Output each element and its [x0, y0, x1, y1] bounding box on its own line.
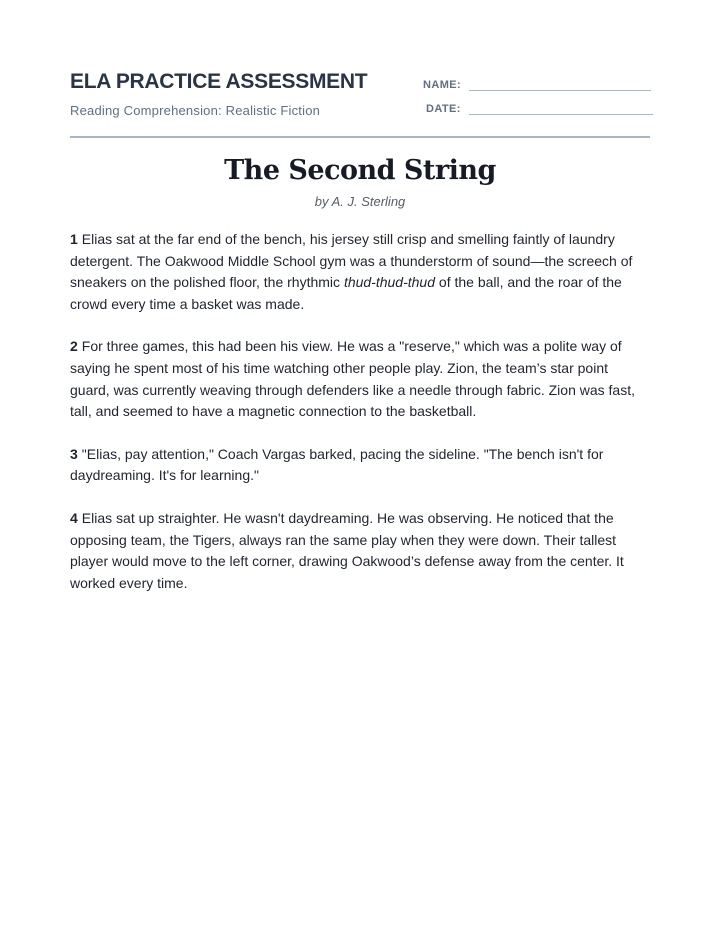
paragraph-emphasis: thud-thud-thud	[343, 274, 436, 291]
paragraph-text: "Elias, pay attention," Coach Vargas barked, pacing the sideline. "The bench isn't for daydreaming. It's for learning."	[70, 445, 604, 484]
story-byline: by A. J. Sterling	[314, 194, 406, 209]
paragraph-2	[70, 336, 650, 422]
paragraph-text: of the ball, and the roar of the crowd every time a basket was made.	[70, 274, 622, 312]
paragraph-text: Elias sat up straighter. He wasn't daydreaming. He was observing. He noticed that the opposing team, the Tigers, always ran the same play when they were down. Their tallest player would move to the left corner, drawing Oakwood’s defense away from the center. It worked every time.	[70, 509, 624, 591]
story-title: The Second String	[224, 155, 496, 186]
paragraph-3	[70, 444, 650, 487]
name-label: NAME:	[423, 79, 462, 91]
name-blank-line[interactable]	[469, 76, 651, 91]
paragraph-text: For three games, this had been his view. He was a "reserve," which was a polite way of saying he spent most of his time watching other people play. Zion, the team’s star point guard, was currently weaving through defenders like a needle through fabric. Zion was fast, tall, and seemed to have a magnetic connection to the basketball.	[70, 338, 635, 420]
assessment-title: ELA PRACTICE ASSESSMENT	[70, 70, 368, 93]
assessment-subtitle: Reading Comprehension: Realistic Fiction	[70, 103, 321, 118]
name-field	[423, 76, 651, 91]
paragraph-4	[70, 508, 650, 594]
worksheet-page	[70, 0, 650, 591]
paragraph-number: 4	[70, 509, 78, 526]
story-body	[70, 229, 650, 615]
worksheet-header	[70, 0, 650, 138]
date-field	[426, 100, 653, 115]
date-label: DATE:	[426, 103, 461, 115]
date-blank-line[interactable]	[469, 100, 653, 115]
paragraph-text: Elias sat at the far end of the bench, his jersey still crisp and smelling faintly of laundry detergent. The Oakwood Middle School gym was a thunderstorm of sound—the screech of sneakers on the polished floor, the rhythmic	[70, 231, 633, 291]
paragraph-1	[70, 229, 650, 315]
paragraph-number: 2	[70, 338, 78, 355]
paragraph-number: 3	[70, 445, 78, 462]
paragraph-number: 1	[70, 231, 78, 247]
